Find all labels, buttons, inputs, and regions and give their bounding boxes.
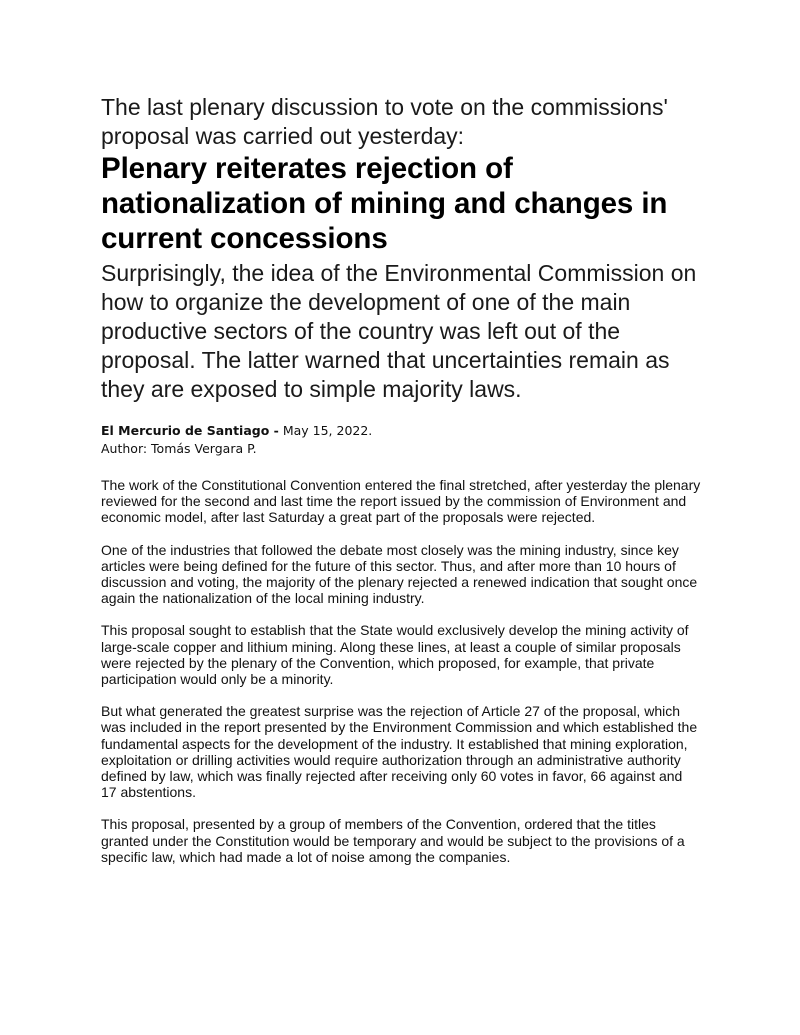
article-kicker: The last plenary discussion to vote on the commissions' proposal was carried out yesterday: [101,94,668,149]
article-author: Author: Tomás Vergara P. [101,441,257,456]
body-paragraph: This proposal, presented by a group of members of the Convention, ordered that the titles granted under the Constitution would be temporary and would be subject to the provisions of a specific law, which had made a lot of noise among the companies. [101,816,685,865]
body-paragraph: But what generated the greatest surprise was the rejection of Article 27 of the proposal, which was included in the report presented by the Environment Commission and which established the fundamental aspects for the development of the industry. It established that mining exploration, exploitation or drilling activities would require authorization through an administrative authority defined by law, which was finally rejected after receiving only 60 votes in favor, 66 against and 17 abstentions. [101,703,698,801]
article-meta [101,422,701,458]
article-deck: Surprisingly, the idea of the Environmental Commission on how to organize the development of one of the main productive sectors of the country was left out of the proposal. The latter warned that uncertainties remain as they are exposed to simple majority laws. [101,260,697,402]
article-date: May 15, 2022. [278,423,373,438]
byline-line [101,422,701,440]
body-paragraph: The work of the Constitutional Convention entered the final stretched, after yesterday the plenary reviewed for the second and last time the report issued by the commission of Environment and economic model, after last Saturday a great part of the proposals were rejected. [101,477,701,526]
article-headline: Plenary reiterates rejection of nationalization of mining and changes in current concessions [101,152,668,255]
article-source: El Mercurio de Santiago - [101,423,279,438]
body-paragraph: This proposal sought to establish that the State would exclusively develop the mining activity of large-scale copper and lithium mining. Along these lines, at least a couple of similar proposals were rejected by the plenary of the Convention, which proposed, for example, that private participation would only be a minority. [101,622,689,688]
article [101,93,701,881]
body-paragraph: One of the industries that followed the debate most closely was the mining industry, since key articles were being defined for the future of this sector. Thus, and after more than 10 hours of discussion and voting, the majority of the plenary rejected a renewed indication that sought once again the nationalization of the local mining industry. [101,541,698,607]
article-body [101,477,701,865]
